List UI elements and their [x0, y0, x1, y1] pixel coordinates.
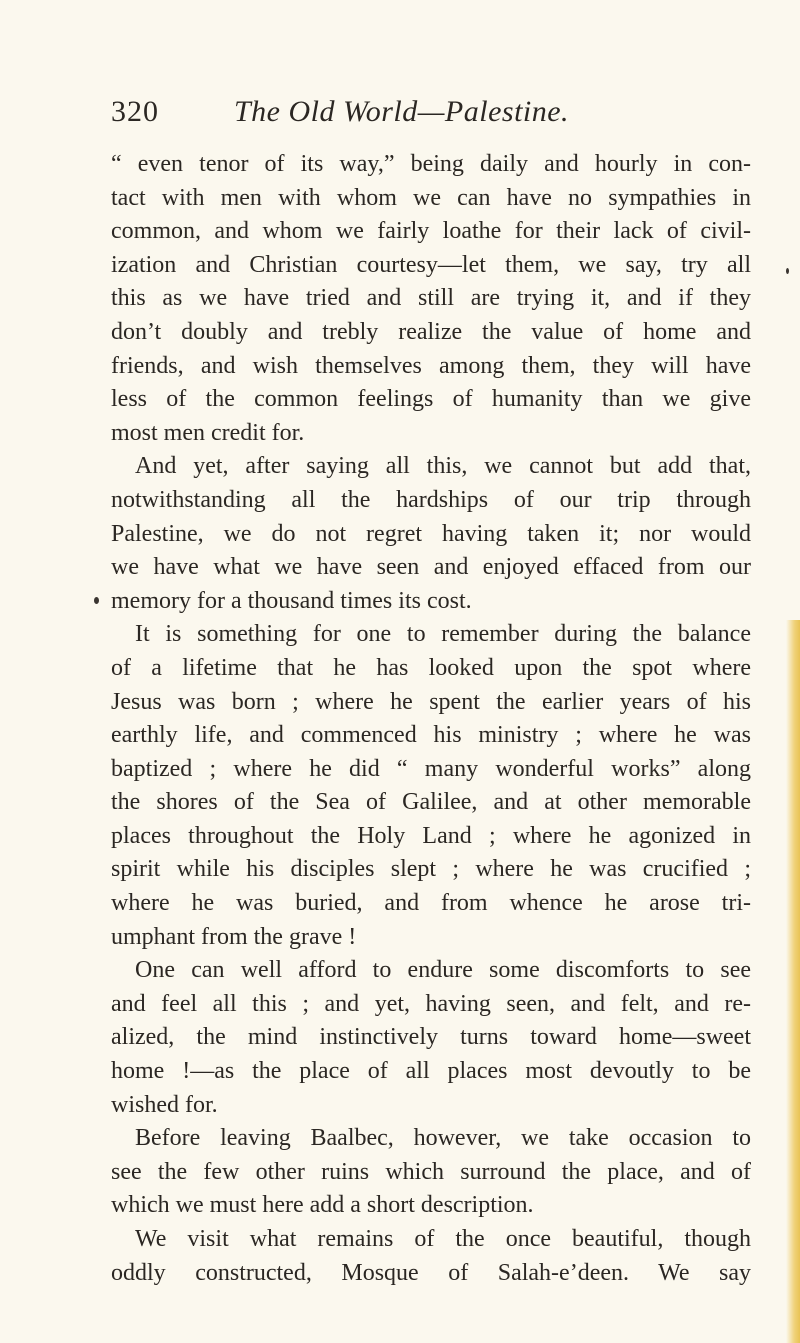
text-line: don’t doubly and trebly realize the value of home and: [111, 318, 751, 345]
text-line: notwithstanding all the hardships of our trip through: [111, 486, 751, 513]
text-line: wished for.: [111, 1091, 218, 1118]
text-line: baptized ; where he did “ many wonderful works” along: [111, 755, 751, 782]
page-number: 320: [111, 95, 159, 128]
text-line: home !—as the place of all places most devoutly to be: [111, 1058, 751, 1085]
text-line: Before leaving Baalbec, however, we take occasion to: [135, 1125, 751, 1152]
text-line: umphant from the grave !: [111, 923, 357, 950]
text-line: tact with men with whom we can have no sympathies in: [111, 184, 751, 211]
page-edge-stain: [786, 620, 800, 1343]
text-line: One can well afford to endure some discomforts to see: [135, 957, 751, 984]
text-line: the shores of the Sea of Galilee, and at other memorable: [111, 789, 751, 816]
text-line: memory for a thousand times its cost.: [111, 587, 472, 614]
text-line: oddly constructed, Mosque of Salah-e’deen. We say: [111, 1259, 751, 1286]
text-line: Palestine, we do not regret having taken it; nor would: [111, 520, 751, 547]
text-line: friends, and wish themselves among them, they will have: [111, 352, 751, 379]
text-line: common, and whom we fairly loathe for their lack of civil-: [111, 218, 751, 245]
body-text: [111, 148, 751, 1290]
text-line: It is something for one to remember during the balance: [135, 621, 751, 648]
text-line: less of the common feelings of humanity than we give: [111, 386, 751, 413]
text-line: earthly life, and commenced his ministry ; where he was: [111, 722, 751, 749]
text-line: we have what we have seen and enjoyed effaced from our: [111, 554, 751, 581]
text-line: spirit while his disciples slept ; where he was crucified ;: [111, 856, 751, 883]
ink-speck: [94, 597, 99, 604]
text-line: this as we have tried and still are trying it, and if they: [111, 285, 751, 312]
text-line: which we must here add a short description.: [111, 1192, 534, 1219]
text-line: And yet, after saying all this, we cannot but add that,: [135, 453, 751, 480]
text-line: where he was buried, and from whence he arose tri-: [111, 890, 751, 917]
text-line: and feel all this ; and yet, having seen, and felt, and re-: [111, 990, 751, 1017]
running-title: The Old World—Palestine.: [234, 95, 570, 128]
text-line: Jesus was born ; where he spent the earlier years of his: [111, 688, 751, 715]
text-line: see the few other ruins which surround the place, and of: [111, 1158, 751, 1185]
text-line: of a lifetime that he has looked upon the spot where: [111, 654, 751, 681]
page-header: [111, 95, 731, 137]
text-line: ization and Christian courtesy—let them, we say, try all: [111, 251, 751, 278]
text-line: “ even tenor of its way,” being daily and hourly in con-: [111, 151, 751, 177]
text-line: places throughout the Holy Land ; where he agonized in: [111, 822, 751, 849]
text-line: most men credit for.: [111, 419, 305, 446]
ink-speck: [786, 268, 789, 274]
text-line: We visit what remains of the once beautiful, though: [135, 1226, 751, 1252]
text-line: alized, the mind instinctively turns toward home—sweet: [111, 1024, 751, 1051]
